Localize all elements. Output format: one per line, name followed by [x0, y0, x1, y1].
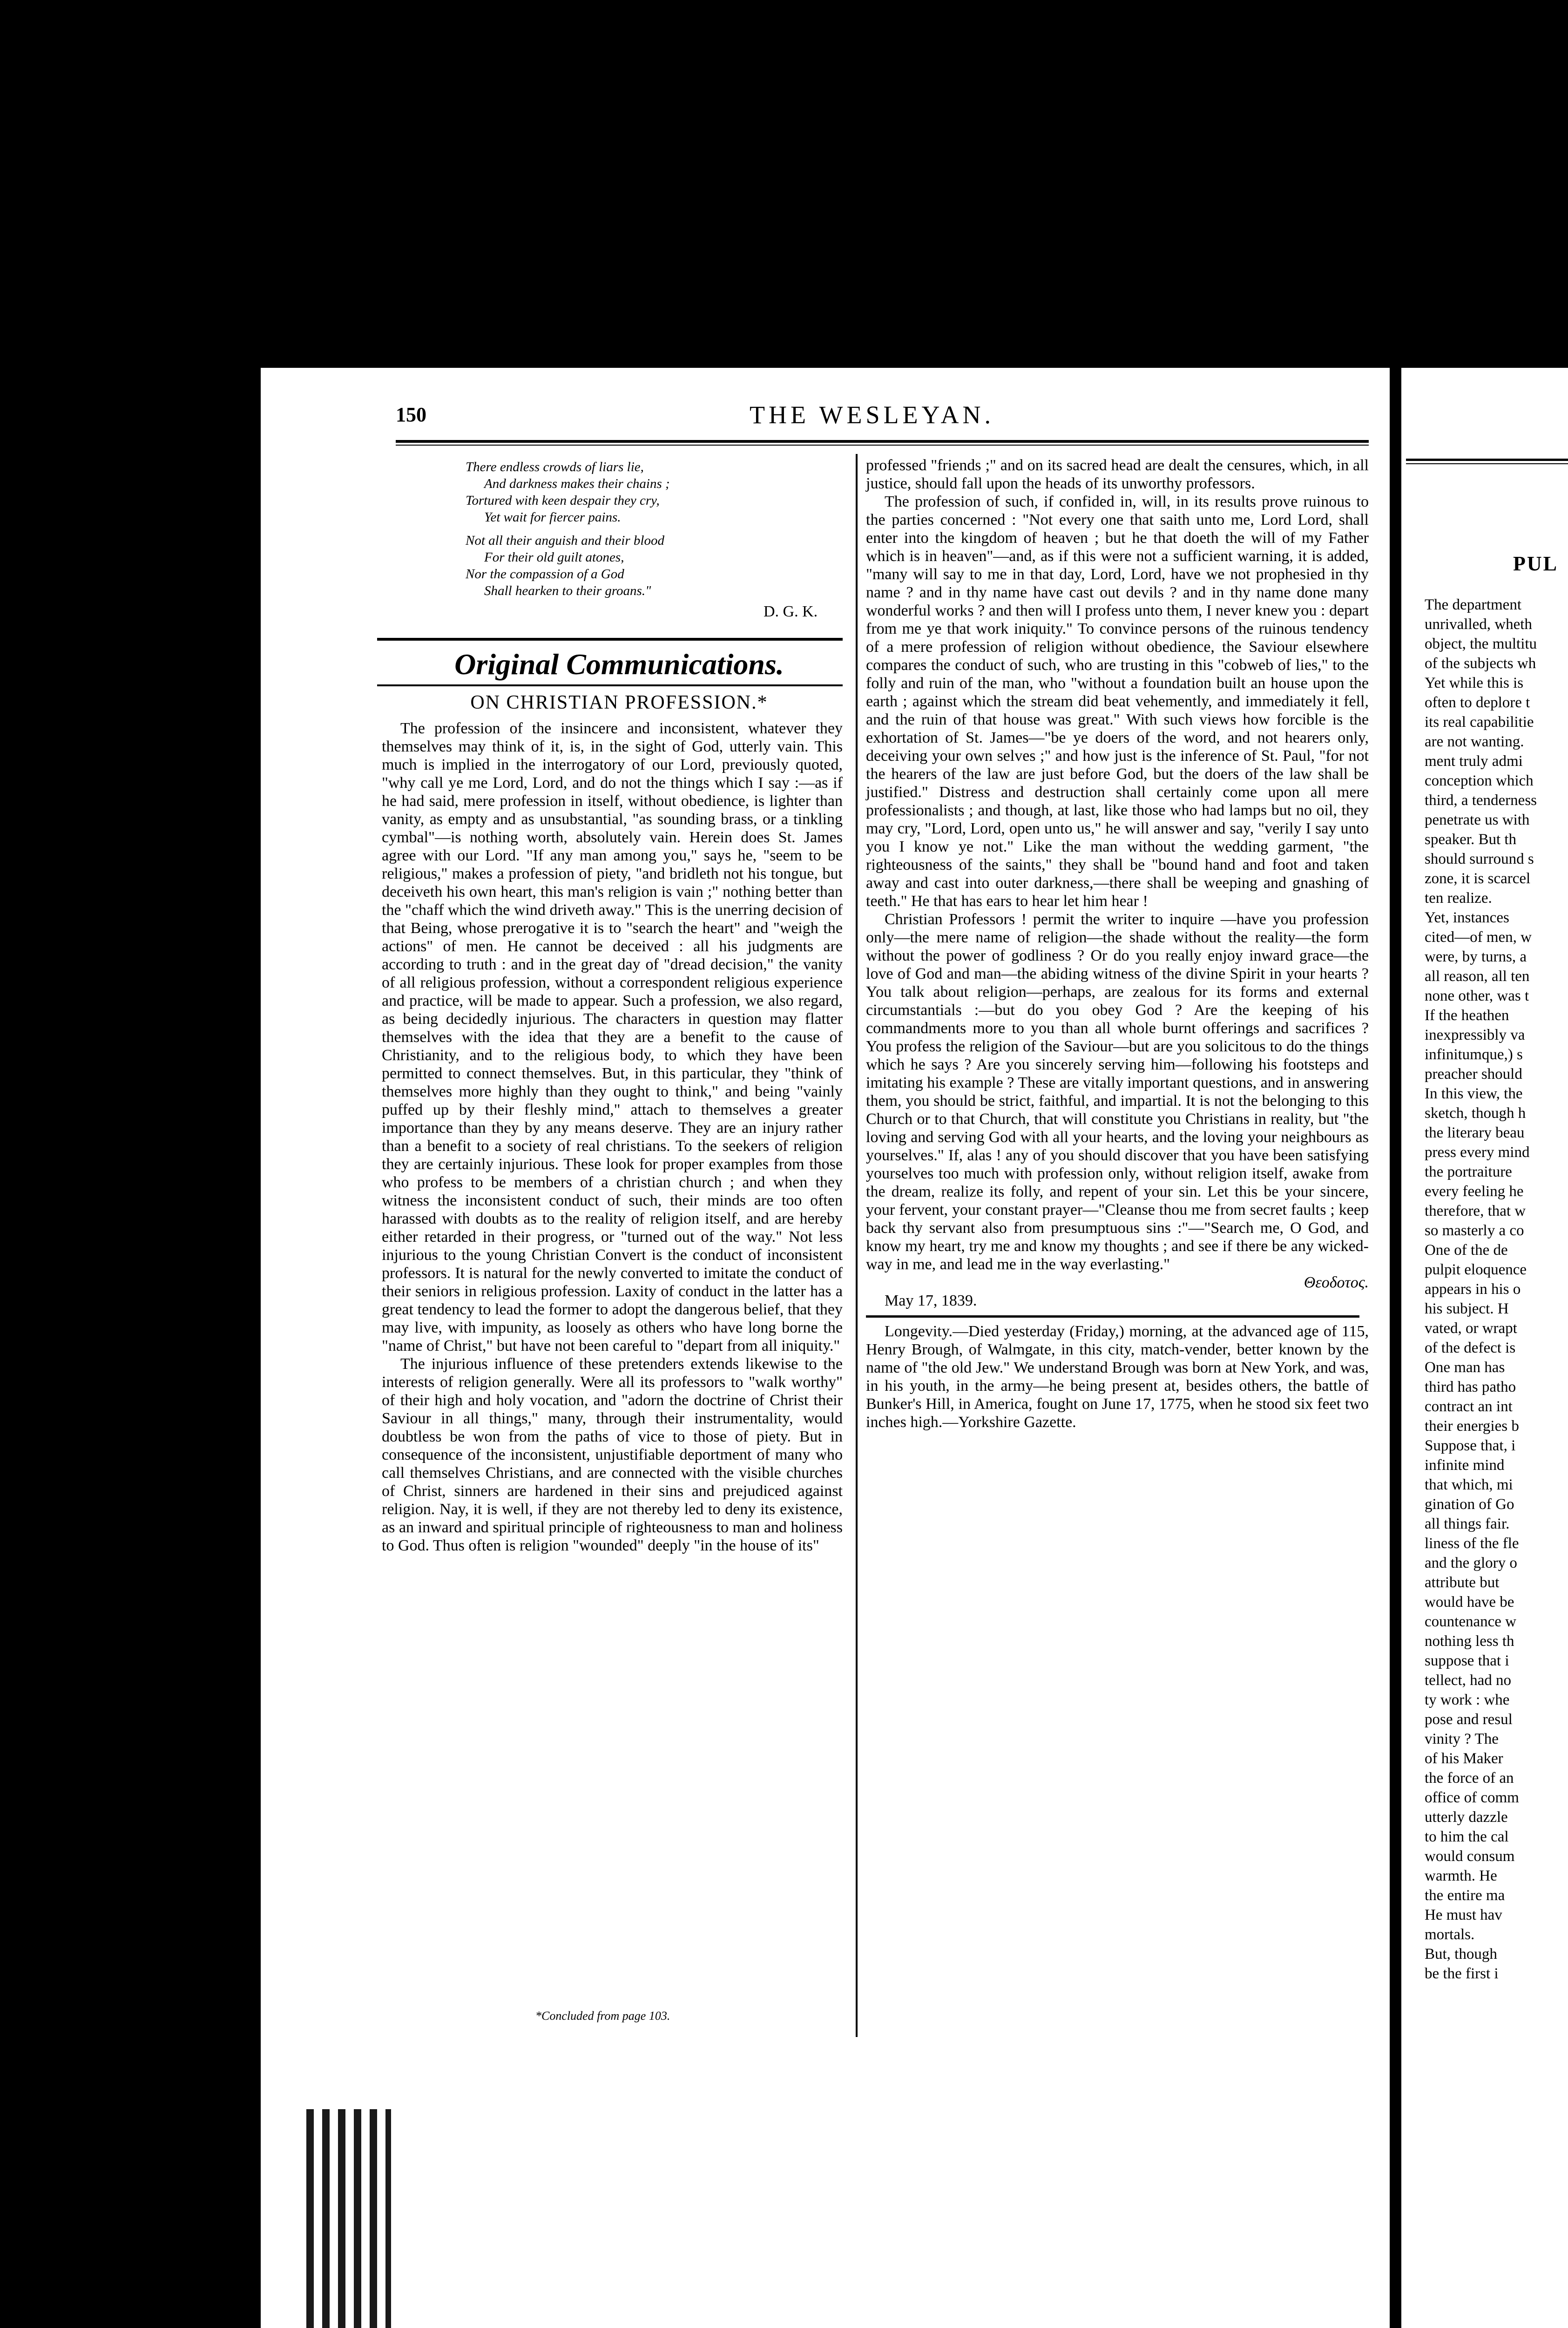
header-rule — [396, 440, 1369, 443]
poem-line: There endless crowds of liars lie, — [466, 460, 644, 474]
rightpage-line: the literary beau — [1425, 1124, 1525, 1141]
rightpage-line: pulpit eloquence — [1425, 1261, 1527, 1278]
poem-signature: D. G. K. — [764, 603, 818, 620]
rightpage-line: speaker. But th — [1425, 831, 1517, 848]
rightpage-line: all reason, all ten — [1425, 968, 1530, 985]
footnote: *Concluded from page 103. — [535, 2009, 670, 2023]
rightpage-line: unrivalled, wheth — [1425, 616, 1532, 633]
rightpage-line: preacher should — [1425, 1066, 1522, 1083]
rightpage-line: would have be — [1425, 1594, 1514, 1611]
rightpage-line: to him the cal — [1425, 1828, 1509, 1845]
rightpage-line: gination of Go — [1425, 1496, 1514, 1513]
rightpage-line: press every mind — [1425, 1144, 1530, 1161]
rightpage-line: third, a tenderness — [1425, 792, 1537, 809]
rightpage-line: nothing less th — [1425, 1633, 1514, 1650]
rightpage-line: vinity ? The — [1425, 1731, 1499, 1747]
paragraph: The injurious influence of these pretenders extends likewise to the interests of religion generally. Were all its professors to "walk worthy" of their high and holy vocation, and "adorn the doctrine of Christ their Saviour in all things," many, through their instrumentality, would doubtless be won from the paths of vice to those of piety. But in consequence of the inconsistent, unjustifiable deportment of many who call themselves Christians, and are connected with the visible churches of Christ, sinners are hardened in their sins and prejudiced against religion. Nay, it is well, if they are not thereby led to deny its existence, as an inward and spiritual principle of righteousness to man and holiness to God. Thus often is religion "wounded" deeply "in the house of its" — [382, 1355, 843, 1554]
section-heading: Original Communications. — [454, 648, 784, 681]
rightpage-line: vated, or wrapt — [1425, 1320, 1517, 1337]
poem-line: For their old guilt atones, — [484, 550, 624, 565]
rightpage-line: liness of the fle — [1425, 1535, 1519, 1552]
rightpage-line: ment truly admi — [1425, 753, 1523, 770]
section-rule-bottom — [377, 684, 843, 686]
item-rule — [866, 1315, 1359, 1318]
date-line: May 17, 1839. — [885, 1292, 977, 1309]
rightpage-line: its real capabilitie — [1425, 714, 1534, 731]
rightpage-rule-thin — [1406, 463, 1568, 464]
rightpage-line: Yet while this is — [1425, 675, 1524, 691]
rightpage-line: of the defect is — [1425, 1340, 1516, 1356]
poem-line: Yet wait for fiercer pains. — [484, 510, 621, 525]
rightpage-line: penetrate us with — [1425, 812, 1530, 828]
rightpage-line: ten realize. — [1425, 890, 1492, 907]
rightpage-line: are not wanting. — [1425, 733, 1524, 750]
rightpage-line: that which, mi — [1425, 1476, 1513, 1493]
rightpage-line: therefore, that w — [1425, 1203, 1526, 1219]
rightpage-line: of his Maker — [1425, 1750, 1503, 1767]
right-column — [866, 456, 1369, 1431]
rightpage-line: In this view, the — [1425, 1085, 1523, 1102]
author-signature: Θεοδοτος. — [1304, 1274, 1369, 1291]
rightpage-line: appears in his o — [1425, 1281, 1521, 1298]
rightpage-line: were, by turns, a — [1425, 948, 1527, 965]
rightpage-line: One man has — [1425, 1359, 1505, 1376]
paragraph: The profession of such, if confided in, will, in its results prove ruinous to the parties concerned : "Not every one that saith unto me, Lord Lord, shall enter into the kingdom of heaven ; but he that doeth the will of my Father which is in heaven"—and, as if this were not a sufficient warning, it is added, "many will say to me in that day, Lord, Lord, have we not prophesied in thy name ? and in thy name have cast out devils ? and in thy name done many wonderful works ? and then will I profess unto them, I never knew you : depart from me ye that work iniquity." To convince persons of the ruinous tendency of a mere profession of religion without obedience, the Saviour elsewhere compares the conduct of such, who are trusting in this "cobweb of lies," to the folly and ruin of the man, who "without a foundation built an house upon the earth ; against which the stream did beat vehemently, and immediately it fell, and the ruin of that house was great." With such views how forcible is the exhortation of St. James—"be ye doers of the word, and not hearers only, deceiving your own selves ;" and how just is the inference of St. Paul, "for not the hearers of the law are just before God, but the doers of the law shall be justified." Distress and destruction shall certainly come upon all mere professionalists ; and though, at last, like those who had lamps but no oil, they may cry, "Lord, Lord, open unto us," he will answer and say, "verily I say unto you I know ye not." Like the man without the wedding garment, "the righteousness of the saints," they shall be "bound hand and foot and taken away and cast into outer darkness,—there shall be weeping and gnashing of teeth." He that has ears to hear let him hear ! — [866, 493, 1369, 910]
rightpage-line: the force of an — [1425, 1770, 1514, 1787]
rightpage-line: and the glory o — [1425, 1555, 1517, 1571]
article-title: ON CHRISTIAN PROFESSION.* — [470, 692, 768, 713]
section-rule-top — [377, 638, 843, 641]
rightpage-line: contract an int — [1425, 1398, 1513, 1415]
rightpage-heading: PUL — [1513, 552, 1558, 575]
paragraph: The profession of the insincere and inconsistent, whatever they themselves may think of it, is, in the sight of God, utterly vain. This much is implied in the interrogatory of our Lord, previously quoted, "why call ye me Lord, Lord, and do not the things which I say :—as if he had said, mere profession in itself, without obedience, is lighter than vanity, as empty and as unsubstantial, "as sounding brass, or a tinkling cymbal"—is nothing worth, absolutely vain. Herein does St. James agree with our Lord. "If any man among you," says he, "seem to be religious," makes a profession of piety, "and bridleth not his tongue, but deceiveth his own heart, this man's religion is vain ;" nothing better than the "chaff which the wind driveth away." This is the unerring decision of that Being, whose prerogative it is to "search the heart" and "weigh the actions" of men. He cannot be deceived : all his judgments are according to truth : and in the great day of "dread decision," the vanity of all religious profession, without a correspondent religious experience and practice, will be made to appear. Such a profession, we also regard, as being decidedly injurious. The characters in question may flatter themselves with the idea that they are a benefit to the cause of Christianity, and to the religious body, to which they have been permitted to connect themselves. But, in this particular, they "think of themselves more highly than they ought to think," and being "vainly puffed up by their fleshly mind," attach to themselves a greater importance than they by any means deserve. They are an injury rather than a benefit to a society of real christians. To the seekers of religion they are certainly injurious. These look for proper examples from those who profess to be members of a christian church ; and when they witness the inconsistent conduct of such, their minds are too often harassed with doubts as to the reality of religion itself, and are hereby either retarded in their progress, or "turned out of the way." Not less injurious to the young Christian Convert is the conduct of inconsistent professors. It is natural for the newly converted to imitate the conduct of their seniors in religious profession. Laxity of conduct in the latter has a great tendency to lead the former to adopt the dangerous belief, that they may live, with impunity, as loosely as others who have long borne the "name of Christ," but have not been careful to "depart from all iniquity." — [382, 720, 843, 1354]
rightpage-line: But, though — [1425, 1946, 1497, 1963]
rightpage-line: utterly dazzle — [1425, 1809, 1508, 1826]
column-divider — [856, 454, 858, 2037]
rightpage-line: be the first i — [1425, 1965, 1499, 1982]
rightpage-rule — [1406, 459, 1568, 461]
rightpage-line: cited—of men, w — [1425, 929, 1532, 946]
rightpage-line: He must hav — [1425, 1907, 1502, 1923]
binding-stitching — [298, 2109, 391, 2328]
rightpage-line: Suppose that, i — [1425, 1437, 1516, 1454]
rightpage-line: zone, it is scarcel — [1425, 870, 1531, 887]
rightpage-line: inexpressibly va — [1425, 1027, 1525, 1043]
rightpage-line: their energies b — [1425, 1418, 1519, 1435]
poem — [466, 459, 801, 599]
rightpage-line: The department — [1425, 596, 1521, 613]
poem-line: Not all their anguish and their blood — [466, 533, 664, 548]
rightpage-line: object, the multitu — [1425, 636, 1537, 652]
rightpage-line: warmth. He — [1425, 1868, 1497, 1884]
rightpage-line: conception which — [1425, 772, 1534, 789]
rightpage-line: pose and resul — [1425, 1711, 1513, 1728]
rightpage-line: all things fair. — [1425, 1516, 1510, 1532]
rightpage-line: so masterly a co — [1425, 1222, 1524, 1239]
rightpage-line: One of the de — [1425, 1242, 1508, 1259]
rightpage-line: every feeling he — [1425, 1183, 1524, 1200]
rightpage-line: should surround s — [1425, 851, 1534, 867]
rightpage-line: If the heathen — [1425, 1007, 1509, 1024]
rightpage-line: his subject. H — [1425, 1300, 1509, 1317]
paragraph: professed "friends ;" and on its sacred head are dealt the censures, which, in all justice, should fall upon the heads of its unworthy professors. — [866, 457, 1369, 492]
header-rule-thin — [396, 445, 1369, 446]
left-column — [382, 719, 843, 1555]
page-number: 150 — [396, 403, 426, 426]
rightpage-line: would consum — [1425, 1848, 1515, 1865]
rightpage-line: sketch, though h — [1425, 1105, 1526, 1122]
rightpage-line: third has patho — [1425, 1379, 1516, 1395]
paragraph: Christian Professors ! permit the writer to inquire —have you profession only—the mere name of religion—the shade without the reality—the form without the power of godliness ? Or do you really enjoy inward grace—the love of God and man—the abiding witness of the divine Spirit in your hearts ? You talk about religion—perhaps, are zealous for its forms and external circumstantials :—but do you obey God ? Are the keeping of his commandments more to you than all whole burnt offerings and sacrifices ? You profess the religion of the Saviour—but are you solicitous to do the things which he says ? Are you sincerely serving him—following his footsteps and imitating his example ? These are vitally important questions, and in answering them, you should be strict, faithful, and impartial. It is not the belonging to this Church or to that Church, that will constitute you Christians in reality, but "the loving and serving God with all your hearts, and the loving your neighbours as yourselves." If, alas ! any of you should discover that you have been satisfying yourselves too much with profession only, without religion itself, awake from the dream, realize its folly, and repent of your sin. Let this be your sincere, your fervent, your constant prayer—"Cleanse thou me from secret faults ; keep back thy servant also from presumptuous sins :"—"Search me, O God, and know my heart, try me and know my thoughts ; and see if there be any wicked-way in me, and lead me in the way everlasting." — [866, 911, 1369, 1273]
rightpage-line: infinite mind — [1425, 1457, 1505, 1474]
poem-line: Shall hearken to their groans." — [484, 583, 651, 598]
rightpage-line: attribute but — [1425, 1574, 1500, 1591]
rightpage-line: infinitumque,) s — [1425, 1046, 1523, 1063]
poem-line: Nor the compassion of a God — [466, 567, 624, 582]
rightpage-line: of the subjects wh — [1425, 655, 1536, 672]
poem-line: Tortured with keen despair they cry, — [466, 493, 660, 508]
rightpage-line: the portraiture — [1425, 1164, 1512, 1180]
rightpage-line: mortals. — [1425, 1926, 1475, 1943]
page-header — [396, 400, 1373, 438]
rightpage-line: suppose that i — [1425, 1652, 1509, 1669]
longevity-item: Longevity.—Died yesterday (Friday,) morning, at the advanced age of 115, Henry Brough, of Walmgate, in this city, match-vender, better known by the name of "the old Jew." We understand Brough was born at New York, and was, in his youth, in the army—he being present at, besides others, the battle of Bunker's Hill, in America, fought on June 17, 1775, when he stood six feet two inches high.—Yorkshire Gazette. — [866, 1323, 1369, 1431]
rightpage-line: office of comm — [1425, 1789, 1519, 1806]
rightpage-line: ty work : whe — [1425, 1692, 1510, 1708]
running-title: THE WESLEYAN. — [750, 401, 994, 429]
rightpage-line: tellect, had no — [1425, 1672, 1512, 1689]
rightpage-line: none other, was t — [1425, 988, 1529, 1004]
rightpage-line: countenance w — [1425, 1613, 1516, 1630]
rightpage-line: the entire ma — [1425, 1887, 1505, 1904]
rightpage-line: Yet, instances — [1425, 909, 1509, 926]
poem-line: And darkness makes their chains ; — [484, 476, 670, 491]
rightpage-line: often to deplore t — [1425, 694, 1530, 711]
